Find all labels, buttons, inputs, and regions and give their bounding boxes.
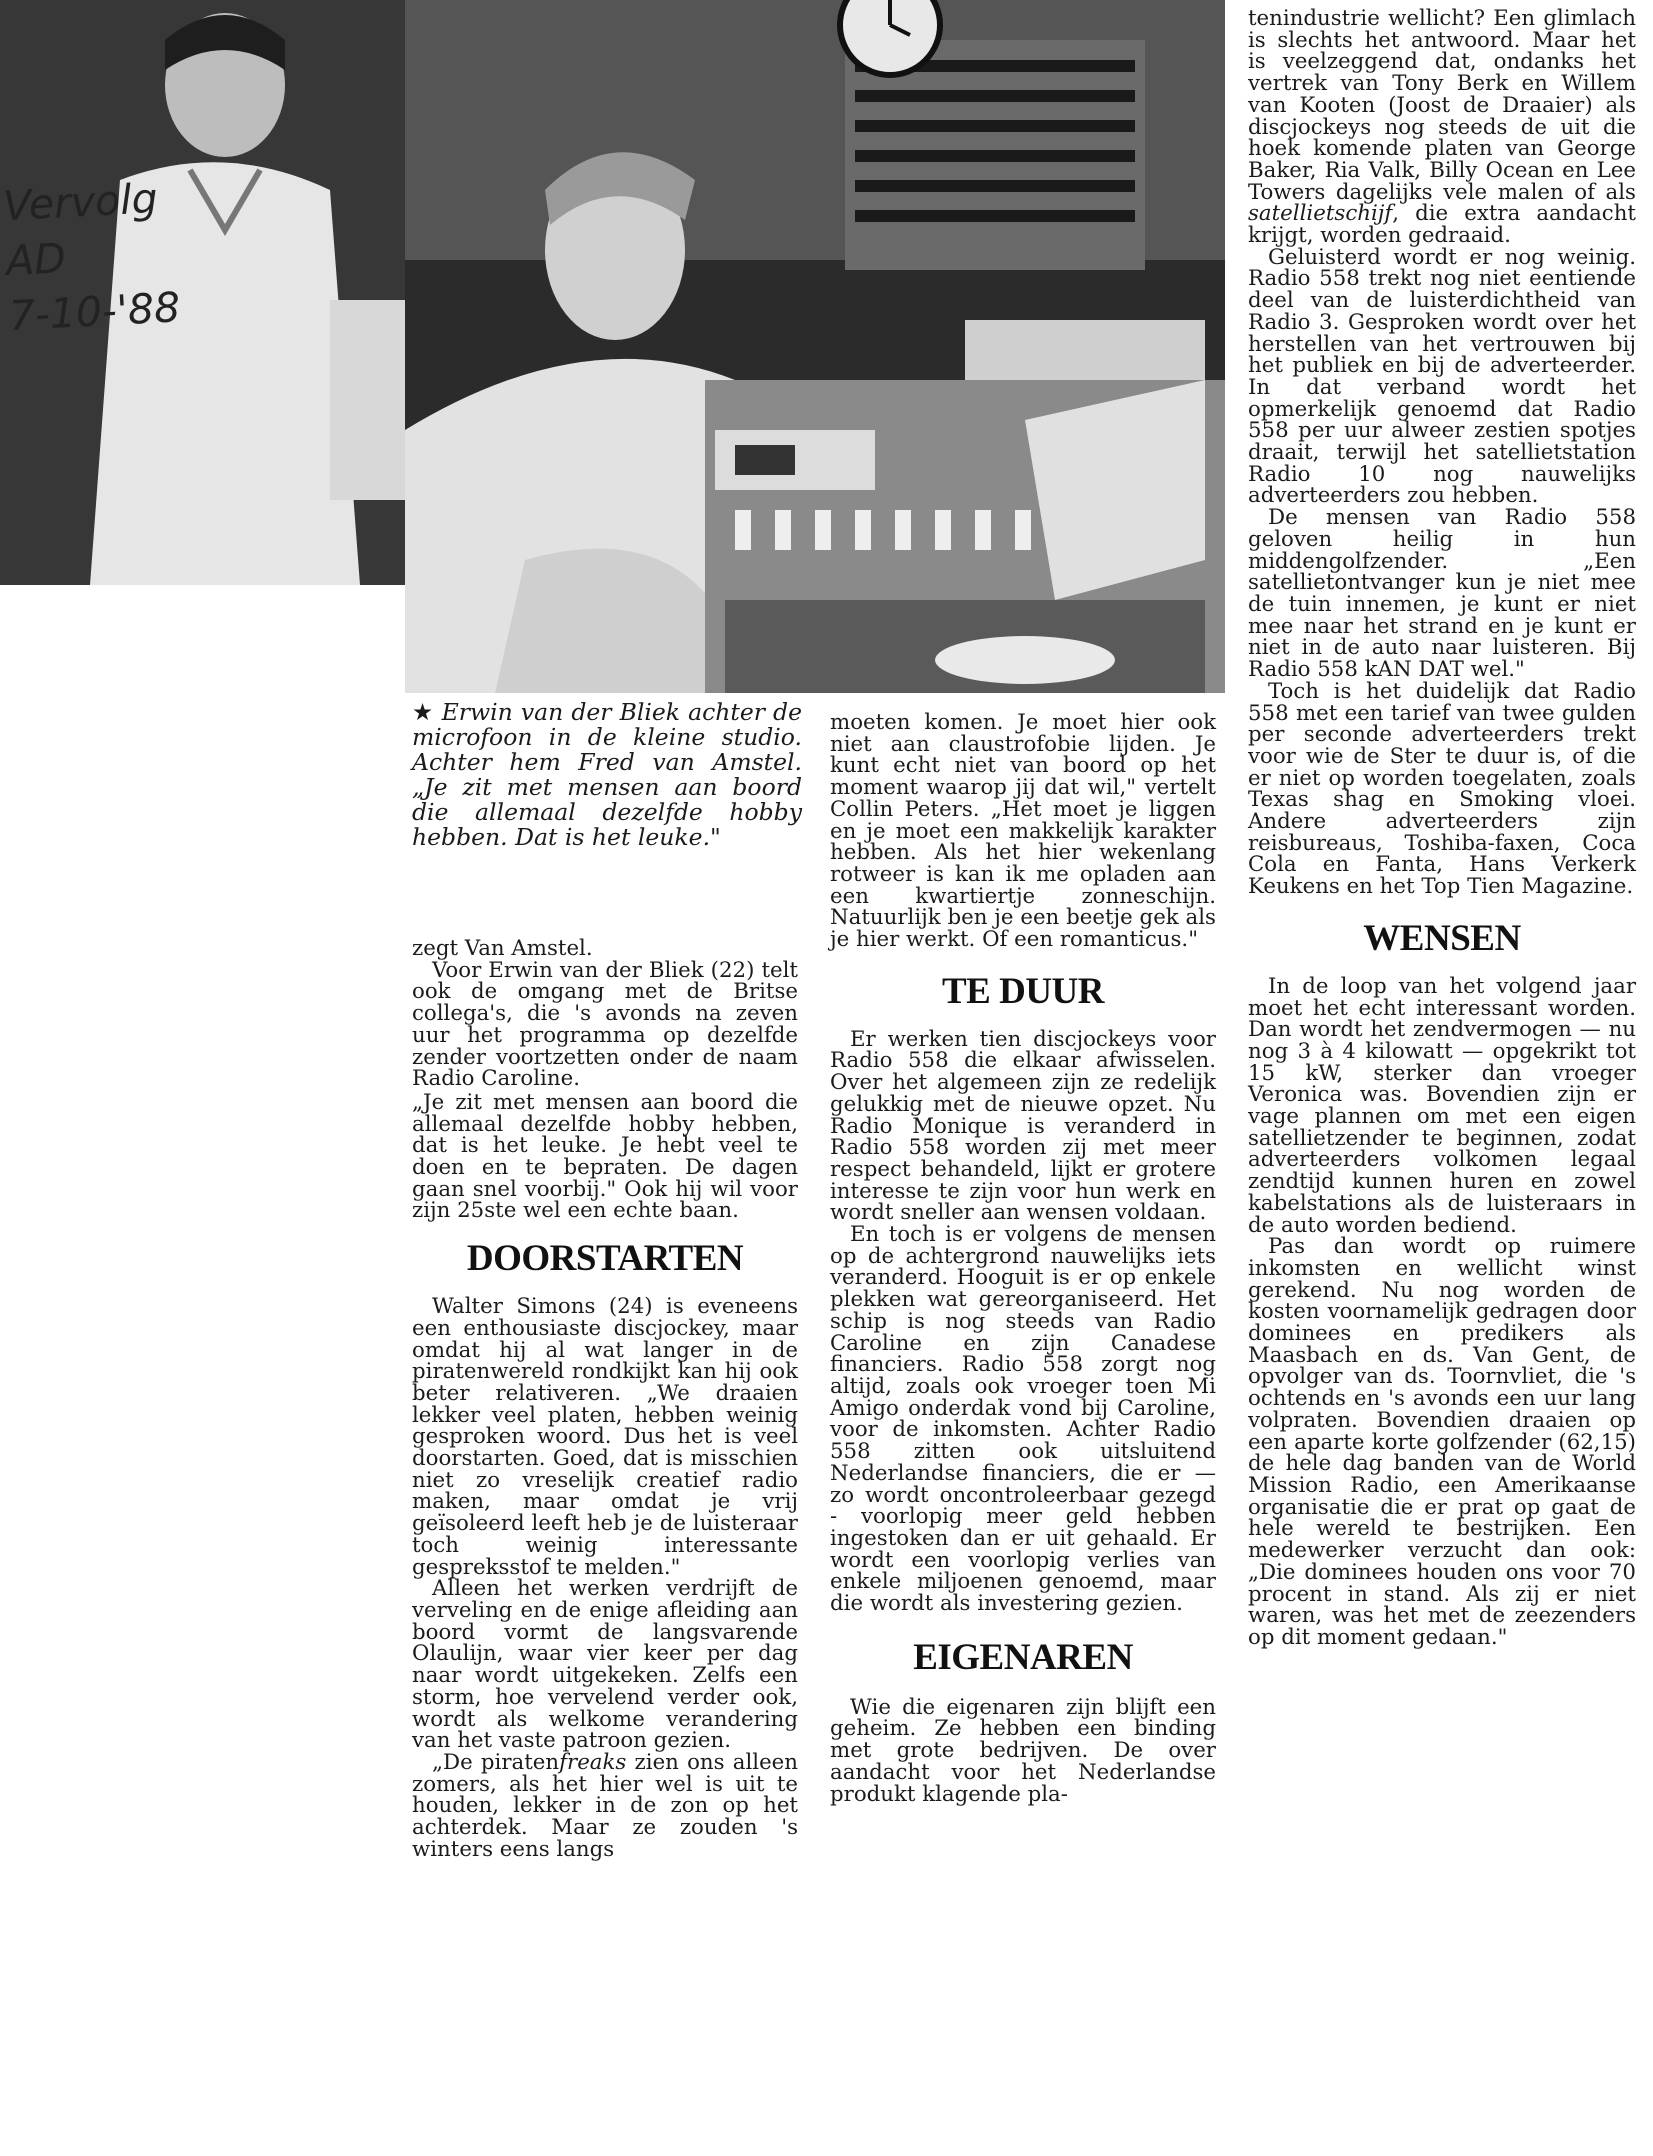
- photo-caption: [412, 700, 802, 850]
- star-icon: ★: [412, 698, 434, 726]
- article-column-2: [830, 712, 1216, 1805]
- emphasis: satellietschijf: [1248, 201, 1393, 227]
- paragraph: In de loop van het volgend jaar moet het echt interessant worden. Dan wordt het zendvermogen — nu nog 3 à 4 kilowatt — opgekrikt tot 15 kW, sterker dan vroeger Veronica was. Bovendien zijn er vage plannen om met een eigen satellietzender te beginnen, zodat adverteerders volkomen legaal zendtijd kunnen huren en zowel kabelstations als de luisteraars in de auto worden bediend.: [1248, 973, 1636, 1238]
- paragraph: Geluisterd wordt er nog weinig. Radio 558 trekt nog niet eentiende deel van de luisterdichtheid van Radio 3. Gesproken wordt over het herstellen van het vertrouwen bij het publiek en bij de adverteerder. In dat verband wordt het opmerkelijk genoemd dat Radio 558 per uur alweer zestien spotjes draait, terwijl het satellietstation Radio 10 nog nauwelijks adverteerders zou hebben.: [1248, 244, 1636, 509]
- paragraph: Toch is het duidelijk dat Radio 558 met een tarief van twee gulden per seconde adverteerders trekt voor wie de Ster te duur is, of die er niet op worden toegelaten, zoals Texas shag en Smoking vloei. Andere adverteerders zijn reisbureaus, Toshiba-faxen, Coca Cola en Fanta, Hans Verkerk Keukens en het Top Tien Magazine.: [1248, 678, 1636, 900]
- section-heading: TE DUUR: [942, 970, 1104, 1012]
- photo-studio: [405, 0, 1225, 693]
- paragraph-text: zien ons alleen zomers, als het hier wel is uit te houden, lekker in de zon op het achterdek. Maar ze zouden 's winters eens langs: [412, 1749, 798, 1862]
- paragraph: Er werken tien discjockeys voor Radio 558 die elkaar afwisselen. Over het algemeen zijn ze redelijk gelukkig met de nieuwe opzet. Nu Radio Monique is veranderd in Radio 558 worden zij met meer respect behandeld, lijkt er grotere interesse te zijn voor hun werk en wordt sneller aan wensen voldaan.: [830, 1026, 1216, 1226]
- note-line-2: AD: [4, 234, 67, 286]
- paragraph: De mensen van Radio 558 geloven heilig in hun middengolfzender. „Een satellietontvanger kun je niet mee de tuin innemen, je kunt er niet mee naar het strand en je kunt er niet in de auto naar luisteren. Bij Radio 558 kAN DAT wel.": [1248, 505, 1636, 683]
- handwritten-note: [1, 171, 182, 344]
- paragraph: En toch is er volgens de mensen op de achtergrond nauwelijks iets veranderd. Hooguit is er op enkele plekken wat gereorganiseerd. Het schip is nog steeds van Radio Caroline en zijn Canadese financiers. Radio 558 zorgt nog altijd, zoals ook vroeger toen Mi Amigo onderdak vond bij Caroline, voor de inkomsten. Achter Radio 558 zitten ook uitsluitend Nederlandse financiers, die er — zo wordt oncontroleerbaar gezegd - voorlopig meer geld hebben ingestoken dan er uit gehaald. Er wordt een voorlopig verlies van enkele miljoenen genoemd, maar die wordt als investering gezien.: [830, 1222, 1216, 1617]
- paragraph: Walter Simons (24) is eveneens een enthousiaste discjockey, maar omdat hij al wat langer in de piratenwereld rondkijkt kan hij ook beter relativeren. „We draaien lekker veel platen, hebben weinig gesproken woord. Dus het is veel doorstarten. Goed, dat is misschien niet zo vreselijk creatief radio maken, maar omdat je vrij geïsoleerd leeft heb je de luisteraar toch weinig interessante gespreksstof te melden.": [412, 1294, 798, 1580]
- article-column-3: [1248, 8, 1636, 1649]
- section-heading: EIGENAREN: [913, 1636, 1133, 1678]
- section-heading: DOORSTARTEN: [466, 1238, 744, 1280]
- section-heading: WENSEN: [1363, 917, 1521, 959]
- paragraph: moeten komen. Je moet hier ook niet aan claustrofobie lijden. Je kunt echt niet van boord op het moment waarop jij dat wil," vertelt Collin Peters. „Het moet je liggen en je moet een makkelijk karakter hebben. Als het hier wekenlang rotweer is kan ik me opladen aan een kwartiertje zonneschijn. Natuurlijk ben je een beetje gek als je hier werkt. Of een romanticus.": [830, 710, 1216, 953]
- article-column-1: [412, 938, 798, 1860]
- paragraph-text: „De piraten: [432, 1749, 560, 1775]
- paragraph: Pas dan wordt op ruimere inkomsten en wellicht winst gerekend. Nu nog worden de kosten voornamelijk gedragen door dominees en predikers als Maasbach en ds. Van Gent, de opvolger van ds. Toornvliet, die 's ochtends en 's avonds een uur lang volpraten. Bovendien draaien op een aparte korte golfzender (62,15) de hele dag banden van de World Mission Radio, een Amerikaanse organisatie die er prat op gaat de hele wereld te bestrijken. Een medewerker verzucht dan ook: „Die dominees houden ons voor 70 procent in stand. Als zij er niet waren, was het met de zeezenders op dit moment gedaan.": [1248, 1234, 1636, 1650]
- paragraph: Voor Erwin van der Bliek (22) telt ook de omgang met de Britse collega's, die 's avonds na zeven uur het programma op dezelfde zender voortzetten onder de naam Radio Caroline.: [412, 957, 798, 1092]
- caption-text: Erwin van der Bliek achter de microfoon in de kleine studio. Achter hem Fred van Amstel. „Je zit met mensen aan boord die allemaal dezelfde hobby hebben. Dat is het leuke.": [412, 698, 802, 851]
- emphasis: freaks: [559, 1749, 627, 1775]
- paragraph: Alleen het werken verdrijft de verveling en de enige afleiding aan boord vormt de langsvarende Olaulijn, waar vier keer per dag naar wordt uitgekeken. Zelfs een storm, hoe vervelend verder ook, wordt als welkome verandering van het vaste patroon gezien.: [412, 1576, 798, 1754]
- paragraph: zegt Van Amstel.: [412, 936, 593, 961]
- paragraph: Wie die eigenaren zijn blijft een geheim. Ze hebben een binding met grote bedrijven. De over aandacht voor het Nederlandse produkt klagende pla-: [830, 1694, 1216, 1807]
- paragraph-text: , die extra aandacht krijgt, worden gedraaid.: [1248, 201, 1636, 249]
- paragraph: [1248, 8, 1636, 247]
- paragraph-text: tenindustrie wellicht? Een glimlach is slechts het antwoord. Maar het is veelzeggend dat, ondanks het vertrek van Tony Berk en Willem van Kooten (Joost de Draaier) als discjockeys nog steeds de uit die hoek komende platen van George Baker, Ria Valk, Billy Ocean en Lee Towers dagelijks vele malen of als: [1248, 6, 1636, 205]
- note-line-1: Vervolg: [1, 174, 159, 231]
- note-line-3: 7-10-'88: [7, 283, 182, 341]
- paragraph: [412, 1749, 798, 1862]
- paragraph: „Je zit met mensen aan boord die allemaal dezelfde hobby hebben, dat is het leuke. Je hebt veel te doen en te bepraten. De dagen gaan snel voorbij." Ook hij wil voor zijn 25ste wel een echte baan.: [412, 1089, 798, 1224]
